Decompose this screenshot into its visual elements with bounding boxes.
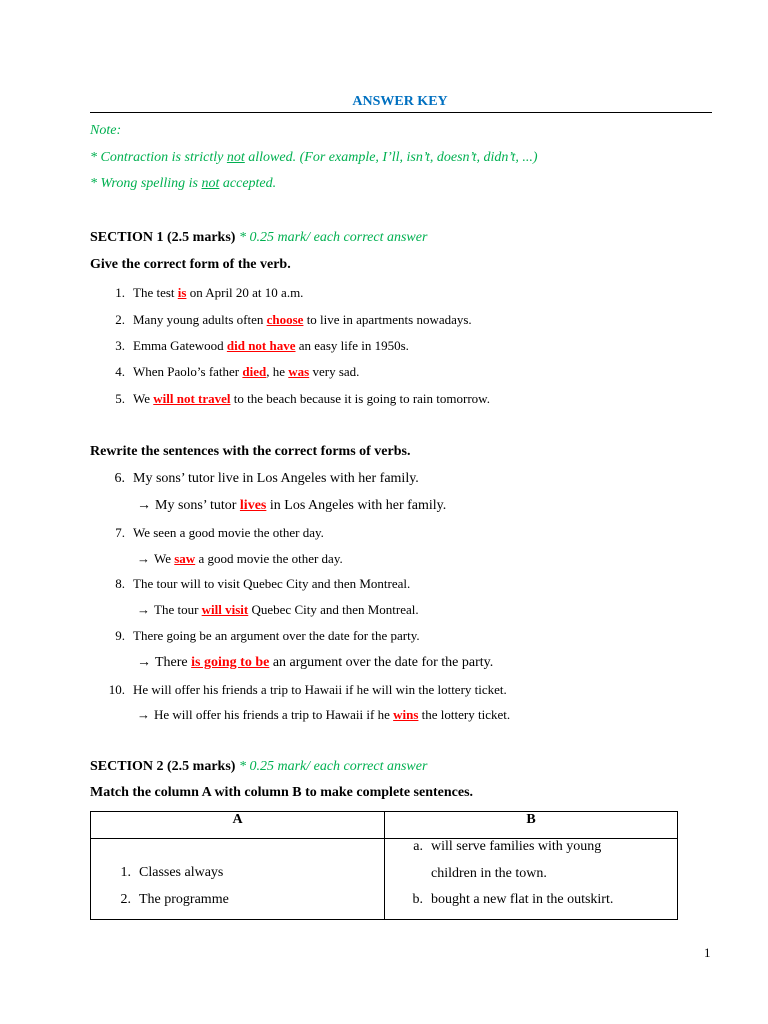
question-number: 10. xyxy=(108,682,125,697)
item-letter: b. xyxy=(412,892,423,907)
matching-table xyxy=(90,811,678,920)
question-text: There going be an argument over the date for the party. xyxy=(133,628,420,643)
question-text: We seen a good movie the other day. xyxy=(133,525,324,540)
column-a-cell xyxy=(91,839,385,920)
question-number: 8. xyxy=(115,576,125,591)
column-b-cell xyxy=(385,839,678,920)
document-title: ANSWER KEY xyxy=(352,94,448,109)
question-text: on April 20 at 10 a.m. xyxy=(186,285,304,300)
column-a-items xyxy=(91,839,384,919)
item-number: 1. xyxy=(120,865,131,880)
section-1-heading: SECTION 1 (2.5 marks) xyxy=(90,230,236,245)
rewrite-question xyxy=(105,576,410,592)
answer-text: My sons’ tutor xyxy=(155,498,240,513)
answer-highlight: is xyxy=(177,285,187,300)
answer-highlight: did not have xyxy=(226,338,296,353)
section-2-heading-line xyxy=(90,759,427,775)
answer-highlight: will not travel xyxy=(153,391,231,406)
rewrite-answer xyxy=(137,602,419,618)
column-b-item xyxy=(403,839,601,855)
rewrite-question xyxy=(105,628,420,644)
rewrite-answer xyxy=(137,707,510,723)
rewrite-question xyxy=(105,471,419,487)
column-b-items xyxy=(385,839,677,919)
section-1-heading-line xyxy=(90,230,427,246)
question-text: to live in apartments nowadays. xyxy=(303,312,472,327)
column-a-item xyxy=(111,865,223,881)
section-2-marks-note: * 0.25 mark/ each correct answer xyxy=(235,759,428,774)
arrow-icon: → xyxy=(137,655,151,670)
note-line-2-emphasis: not xyxy=(201,176,220,191)
arrow-icon: → xyxy=(137,551,150,566)
question-number: 1. xyxy=(115,285,125,300)
question-text: to the beach because it is going to rain tomorrow. xyxy=(230,391,490,406)
answer-text: We xyxy=(154,551,175,566)
answer-text: an argument over the date for the party. xyxy=(269,655,494,670)
question-number: 2. xyxy=(115,312,125,327)
column-a-header: A xyxy=(91,812,385,839)
answer-text: He will offer his friends a trip to Hawaii if he xyxy=(154,707,394,722)
arrow-icon: → xyxy=(137,707,150,722)
question-text: We xyxy=(133,391,154,406)
question-item xyxy=(105,285,303,301)
note-heading: Note: xyxy=(90,123,122,138)
rewrite-answer xyxy=(137,655,493,671)
answer-text: There xyxy=(155,655,192,670)
note-line-1 xyxy=(90,150,538,166)
column-b-header: B xyxy=(385,812,678,839)
rewrite-question xyxy=(105,682,507,698)
answer-highlight: wins xyxy=(393,707,419,722)
section-2-heading: SECTION 2 (2.5 marks) xyxy=(90,759,236,774)
question-text: an easy life in 1950s. xyxy=(295,338,409,353)
question-number: 7. xyxy=(115,525,125,540)
column-b-item xyxy=(403,892,613,908)
question-number: 5. xyxy=(115,391,125,406)
question-text: My sons’ tutor live in Los Angeles with her family. xyxy=(133,471,419,486)
item-text: will serve families with young xyxy=(431,839,602,854)
question-text: Emma Gatewood xyxy=(133,338,227,353)
section-1-instruction-b: Rewrite the sentences with the correct forms of verbs. xyxy=(90,444,411,459)
question-number: 6. xyxy=(114,471,125,486)
question-item xyxy=(105,364,359,380)
answer-text: a good movie the other day. xyxy=(195,551,343,566)
answer-highlight: is going to be xyxy=(191,655,270,670)
answer-highlight: died xyxy=(242,364,267,379)
note-line-1-text: * Contraction is strictly xyxy=(90,150,227,165)
question-text: The tour will to visit Quebec City and then Montreal. xyxy=(133,576,411,591)
rewrite-answer xyxy=(137,551,343,567)
answer-text: The tour xyxy=(154,602,202,617)
arrow-icon: → xyxy=(137,498,151,513)
answer-highlight: lives xyxy=(239,498,267,513)
question-text: The test xyxy=(133,285,178,300)
section-2-instruction: Match the column A with column B to make complete sentences. xyxy=(90,785,474,800)
note-line-1-rest: allowed. (For example, I’ll, isn’t, doesn’t, didn’t, ...) xyxy=(244,150,538,165)
note-line-2-rest: accepted. xyxy=(219,176,277,191)
rewrite-answer xyxy=(137,498,446,514)
item-number: 2. xyxy=(120,892,131,907)
arrow-icon: → xyxy=(137,602,150,617)
question-text: , he xyxy=(266,364,289,379)
question-item xyxy=(105,338,409,354)
answer-text: in Los Angeles with her family. xyxy=(266,498,447,513)
answer-highlight: choose xyxy=(266,312,304,327)
answer-highlight: was xyxy=(288,364,310,379)
answer-text: Quebec City and then Montreal. xyxy=(248,602,419,617)
rewrite-question xyxy=(105,525,324,541)
question-text: When Paolo’s father xyxy=(133,364,243,379)
question-text: He will offer his friends a trip to Hawaii if he will win the lottery ticket. xyxy=(133,682,507,697)
question-text: very sad. xyxy=(309,364,360,379)
question-number: 3. xyxy=(115,338,125,353)
answer-highlight: saw xyxy=(174,551,196,566)
question-item xyxy=(105,312,472,328)
column-a-item xyxy=(111,892,229,908)
section-1-instruction-a: Give the correct form of the verb. xyxy=(90,257,291,272)
answer-text: the lottery ticket. xyxy=(418,707,511,722)
title-divider xyxy=(90,112,712,113)
item-letter: a. xyxy=(413,839,423,854)
item-text: The programme xyxy=(139,892,229,907)
question-text: Many young adults often xyxy=(133,312,267,327)
item-text-continued: children in the town. xyxy=(431,866,547,881)
question-number: 4. xyxy=(115,364,125,379)
section-1-marks-note: * 0.25 mark/ each correct answer xyxy=(235,230,428,245)
note-line-2 xyxy=(90,176,276,192)
item-text: bought a new flat in the outskirt. xyxy=(431,892,614,907)
page-number: 1 xyxy=(704,945,711,960)
note-line-1-emphasis: not xyxy=(226,150,245,165)
answer-highlight: will visit xyxy=(201,602,249,617)
question-item xyxy=(105,391,490,407)
question-number: 9. xyxy=(115,628,125,643)
item-text: Classes always xyxy=(139,865,224,880)
note-line-2-text: * Wrong spelling is xyxy=(90,176,202,191)
